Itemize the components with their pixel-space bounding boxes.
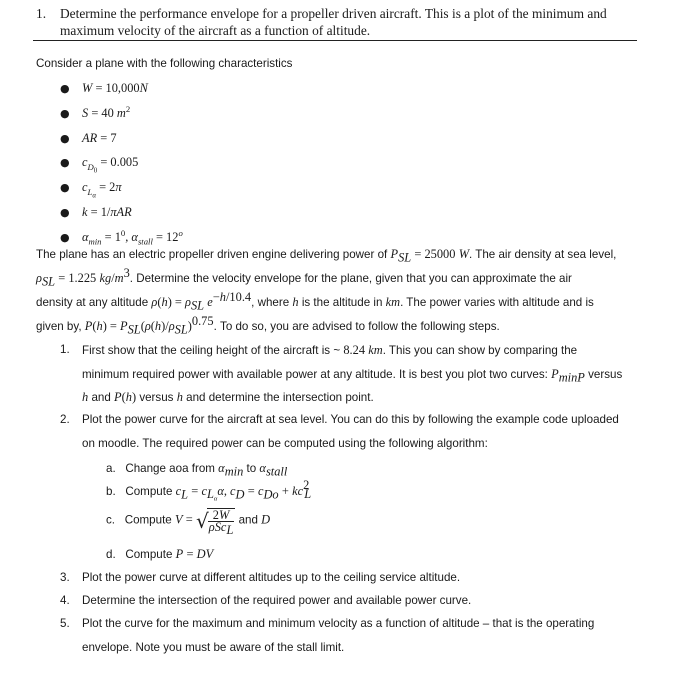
step-2-number: 2. (60, 413, 70, 426)
characteristic-cd0: $c_{D_0} = 0.005$ (82, 155, 139, 175)
bullet-icon: ● (60, 205, 70, 219)
step-1-number: 1. (60, 343, 70, 356)
step-3-line-1: Plot the power curve at different altitudes up to the ceiling service altitude. (82, 571, 461, 584)
bullet-icon: ● (60, 181, 70, 195)
step-2-line-2: on moodle. The required power can be computed using the following algorithm: (82, 437, 488, 450)
step-1-line-3: h and P(h) versus h and determine the intersection point. (82, 390, 374, 404)
characteristic-alpha-range: $\alpha_{min} = 1^0$, $\alpha_{stall} = 12^o$ (82, 227, 183, 247)
question-number: 1. (36, 6, 47, 21)
characteristic-cl-alpha: $c_{L_\alpha} = 2\pi$ (82, 180, 122, 200)
step-5-number: 5. (60, 617, 70, 630)
description-line-3: density at any altitude $\rho(h) = \rho_{SL}$ $e^{-h/10.4}$, where h is the altitude in km. The power varies with altitude and is (36, 290, 594, 313)
substep-d: d. Compute P = DV (106, 547, 214, 561)
step-4-number: 4. (60, 594, 70, 607)
sqrt-icon: √ (196, 508, 209, 533)
substep-b: b. Compute $c_L = c_{L_\alpha}\alpha$, $c_D = c_{Do} + kc^2_L$ (106, 478, 312, 503)
characteristic-weight: W = 10,000N (82, 81, 148, 95)
step-1-line-2: minimum required power with available power at any altitude. It is best you plot two curves: $P_{minP}$ versus (82, 367, 623, 385)
characteristic-wing-area: S = 40 $m^2$ (82, 103, 131, 120)
step-1-line-1: First show that the ceiling height of the aircraft is ~ 8.24 km. This you can show by comparing the (82, 343, 578, 357)
step-5-line-1: Plot the curve for the maximum and minimum velocity as a function of altitude – that is the operating (82, 617, 595, 630)
description-line-2: $\rho_{SL} = 1.225$ $kg/m^3$. Determine the velocity envelope for the plane, given that you can approximate the air (36, 266, 572, 289)
step-4-line-1: Determine the intersection of the required power and available power curve. (82, 594, 472, 607)
intro-text: Consider a plane with the following characteristics (36, 57, 293, 70)
bullet-icon: ● (60, 230, 70, 244)
description-line-1: The plane has an electric propeller driven engine delivering power of $P_{SL} = 25000$ W. The air density at sea level, (36, 247, 617, 265)
step-5-line-2: envelope. Note you must be aware of the stall limit. (82, 641, 345, 654)
question-text: Determine the performance envelope for a propeller driven aircraft. This is a plot of the minimum and maximum velocity of the aircraft as a function of altitude. (60, 6, 607, 38)
substep-a: a. Change aoa from $\alpha_{min}$ to $\alpha_{stall}$ (106, 461, 288, 479)
bullet-icon: ● (60, 156, 70, 170)
description-line-4: given by, $P(h) = P_{SL}(\rho(h)/\rho_{SL})^{0.75}$. To do so, you are advised to follow the following steps. (36, 314, 500, 337)
step-3-number: 3. (60, 571, 70, 584)
heading-divider (33, 40, 637, 41)
substep-c: c. Compute V = √ $\frac{2W}{\rho Sc_L}$ and D (106, 508, 271, 537)
characteristic-aspect-ratio: AR = 7 (82, 130, 117, 145)
bullet-icon: ● (60, 131, 70, 145)
characteristic-k: k = 1/πAR (82, 204, 132, 219)
bullet-icon: ● (60, 106, 70, 120)
bullet-icon: ● (60, 82, 70, 95)
step-2-line-1: Plot the power curve for the aircraft at sea level. You can do this by following the example code uploaded (82, 413, 619, 426)
